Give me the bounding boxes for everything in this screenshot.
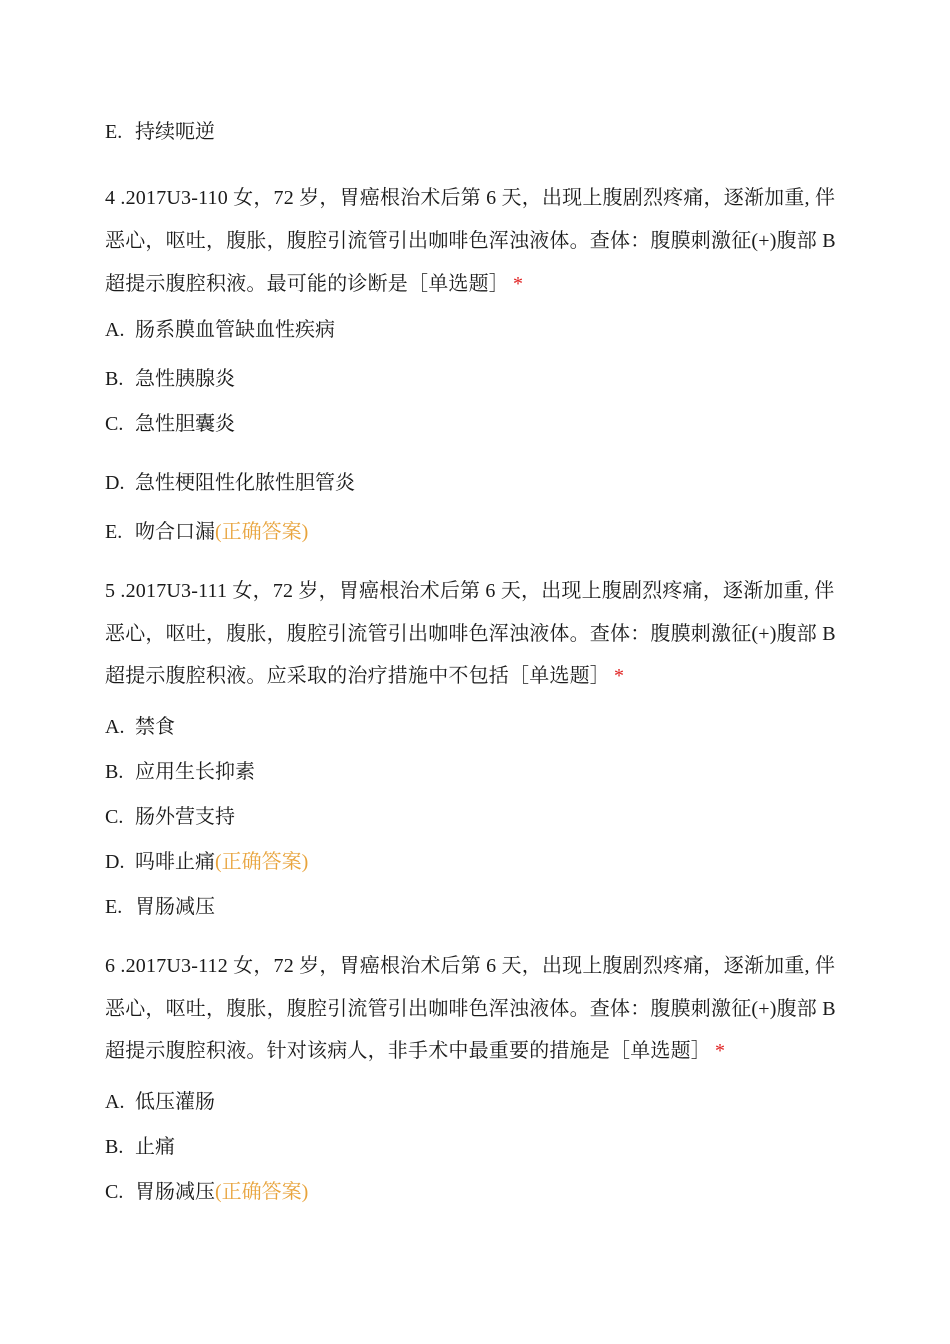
question-4-line-1: 4 .2017U3-110 女，72 岁，胃癌根治术后第 6 天，出现上腹剧烈疼痛，逐渐加重, 伴 xyxy=(105,187,836,209)
correct-answer-label: (正确答案) xyxy=(215,521,309,543)
option-text: 肠外营支持 xyxy=(135,806,235,828)
option-text: 肠系膜血管缺血性疾病 xyxy=(135,319,335,341)
option-letter: C. xyxy=(105,1181,124,1203)
question-5-line-3 xyxy=(105,664,624,688)
correct-answer-label: (正确答案) xyxy=(215,851,309,873)
option-text: 吗啡止痛 xyxy=(135,851,215,873)
question-4-line-3-text: 超提示腹腔积液。最可能的诊断是［单选题］ xyxy=(105,273,509,295)
option-letter: A. xyxy=(105,716,125,738)
option-6-a[interactable] xyxy=(105,1090,215,1114)
option-5-e[interactable] xyxy=(105,895,215,919)
option-5-c[interactable] xyxy=(105,805,235,829)
option-5-d[interactable] xyxy=(105,850,308,874)
option-text: 吻合口漏 xyxy=(135,521,215,543)
option-letter: E. xyxy=(105,521,123,543)
option-letter: B. xyxy=(105,368,124,390)
option-text: 止痛 xyxy=(135,1136,175,1158)
option-4-d[interactable] xyxy=(105,471,355,495)
option-text: 急性梗阻性化脓性胆管炎 xyxy=(135,472,355,494)
question-6-line-3 xyxy=(105,1039,725,1063)
option-letter: E. xyxy=(105,121,123,143)
option-letter: A. xyxy=(105,1091,125,1113)
option-text: 急性胰腺炎 xyxy=(135,368,235,390)
option-4-b[interactable] xyxy=(105,367,235,391)
question-4-line-2: 恶心，呕吐，腹胀，腹腔引流管引出咖啡色浑浊液体。查体：腹膜刺激征(+)腹部 B xyxy=(105,230,836,252)
option-letter: A. xyxy=(105,319,125,341)
question-4-line-3 xyxy=(105,272,523,296)
correct-answer-label: (正确答案) xyxy=(215,1181,309,1203)
option-letter: C. xyxy=(105,806,124,828)
option-5-a[interactable] xyxy=(105,715,175,739)
option-4-a[interactable] xyxy=(105,318,335,342)
option-letter: C. xyxy=(105,413,124,435)
option-letter: E. xyxy=(105,896,123,918)
option-6-c[interactable] xyxy=(105,1180,308,1204)
option-text: 应用生长抑素 xyxy=(135,761,255,783)
option-text: 禁食 xyxy=(135,716,175,738)
question-5-line-3-text: 超提示腹腔积液。应采取的治疗措施中不包括［单选题］ xyxy=(105,665,610,687)
option-5-b[interactable] xyxy=(105,760,255,784)
option-prev-e[interactable] xyxy=(105,120,215,144)
option-4-e[interactable] xyxy=(105,520,308,544)
option-6-b[interactable] xyxy=(105,1135,175,1159)
option-4-c[interactable] xyxy=(105,412,235,436)
question-5-line-2: 恶心，呕吐，腹胀，腹腔引流管引出咖啡色浑浊液体。查体：腹膜刺激征(+)腹部 B xyxy=(105,623,836,645)
required-asterisk: * xyxy=(715,1040,726,1062)
option-letter: B. xyxy=(105,1136,124,1158)
option-letter: D. xyxy=(105,851,125,873)
question-6-line-2: 恶心，呕吐，腹胀，腹腔引流管引出咖啡色浑浊液体。查体：腹膜刺激征(+)腹部 B xyxy=(105,998,836,1020)
question-5-line-1: 5 .2017U3-111 女，72 岁，胃癌根治术后第 6 天，出现上腹剧烈疼痛，逐渐加重, 伴 xyxy=(105,580,835,602)
option-letter: B. xyxy=(105,761,124,783)
required-asterisk: * xyxy=(614,665,625,687)
option-text: 胃肠减压 xyxy=(135,1181,215,1203)
option-text: 持续呃逆 xyxy=(135,121,215,143)
required-asterisk: * xyxy=(513,273,524,295)
option-text: 低压灌肠 xyxy=(135,1091,215,1113)
question-6-line-3-text: 超提示腹腔积液。针对该病人，非手术中最重要的措施是［单选题］ xyxy=(105,1040,711,1062)
option-letter: D. xyxy=(105,472,125,494)
option-text: 胃肠减压 xyxy=(135,896,215,918)
option-text: 急性胆囊炎 xyxy=(135,413,235,435)
question-6-line-1: 6 .2017U3-112 女，72 岁，胃癌根治术后第 6 天，出现上腹剧烈疼痛，逐渐加重, 伴 xyxy=(105,955,836,977)
